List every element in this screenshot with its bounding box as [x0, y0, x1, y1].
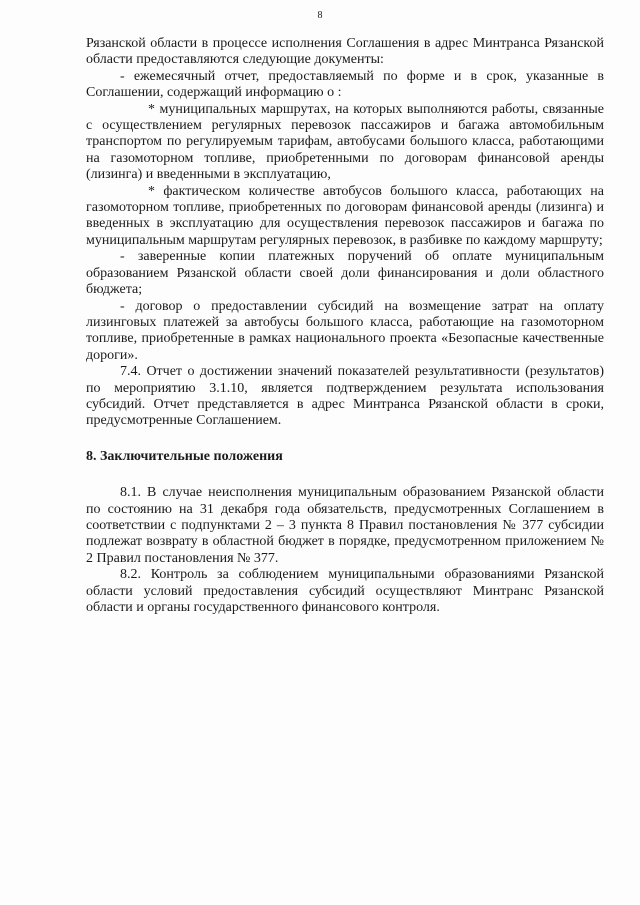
section7-intro-paragraph: Рязанской области в процессе исполнения Соглашения в адрес Минтранса Рязанской области предоставляются следующие документы: [86, 36, 604, 68]
clause-8-2-paragraph: 8.2. Контроль за соблюдением муниципальными образованиями Рязанской области условий предоставления субсидий осуществляют Минтранс Рязанской области и органы государственного финансового контроля. [86, 567, 604, 615]
monthly-report-item: - ежемесячный отчет, предоставляемый по форме и в срок, указанные в Соглашении, содержащий информацию о : [86, 68, 604, 101]
bus-count-subitem: * фактическом количестве автобусов большого класса, работающих на газомоторном топливе, приобретенных по договорам финансовой аренды (лизинга) и введенных в эксплуатацию для осуществления перевозок пассажиров и багажа по муниципальным маршрутам регулярных перевозок, в разбивке по каждому маршруту; [86, 183, 604, 248]
payment-orders-item: - заверенные копии платежных поручений об оплате муниципальным образованием Рязанской области своей доли финансирования и доли областного бюджета; [86, 249, 604, 298]
section8-heading: 8. Заключительные положения [86, 448, 283, 464]
subsidy-agreement-item: - договор о предоставлении субсидий на возмещение затрат на оплату лизинговых платежей за автобусы большого класса, работающие на газомоторном топливе, приобретенные в рамках национального проекта «Безопасные качественные дороги». [86, 298, 604, 363]
routes-subitem: * муниципальных маршрутах, на которых выполняются работы, связанные с осуществлением регулярных перевозок пассажиров и багажа автомобильным транспортом по регулируемым тарифам, автобусами большого класса, работающими на газомоторном топливе, приобретенными по договорам финансовой аренды (лизинга) и введенными в эксплуатацию, [86, 101, 604, 183]
clause-7-4-paragraph: 7.4. Отчет о достижении значений показателей результативности (результатов) по мероприятию 3.1.10, является подтверждением результата использования субсидий. Отчет представляется в адрес Минтранса Рязанской области в сроки, предусмотренные Соглашением. [86, 364, 604, 429]
page-number: 8 [317, 10, 323, 21]
clause-8-1-paragraph: 8.1. В случае неисполнения муниципальным образованием Рязанской области по состоянию на 31 декабря года обязательств, предусмотренных Соглашением в соответствии с подпунктами 2 – 3 пункта 8 Правил постановления № 377 субсидии подлежат возврату в областной бюджет в порядке, предусмотренном приложением № 2 Правил постановления № 377. [86, 485, 604, 566]
document-body [86, 36, 604, 616]
